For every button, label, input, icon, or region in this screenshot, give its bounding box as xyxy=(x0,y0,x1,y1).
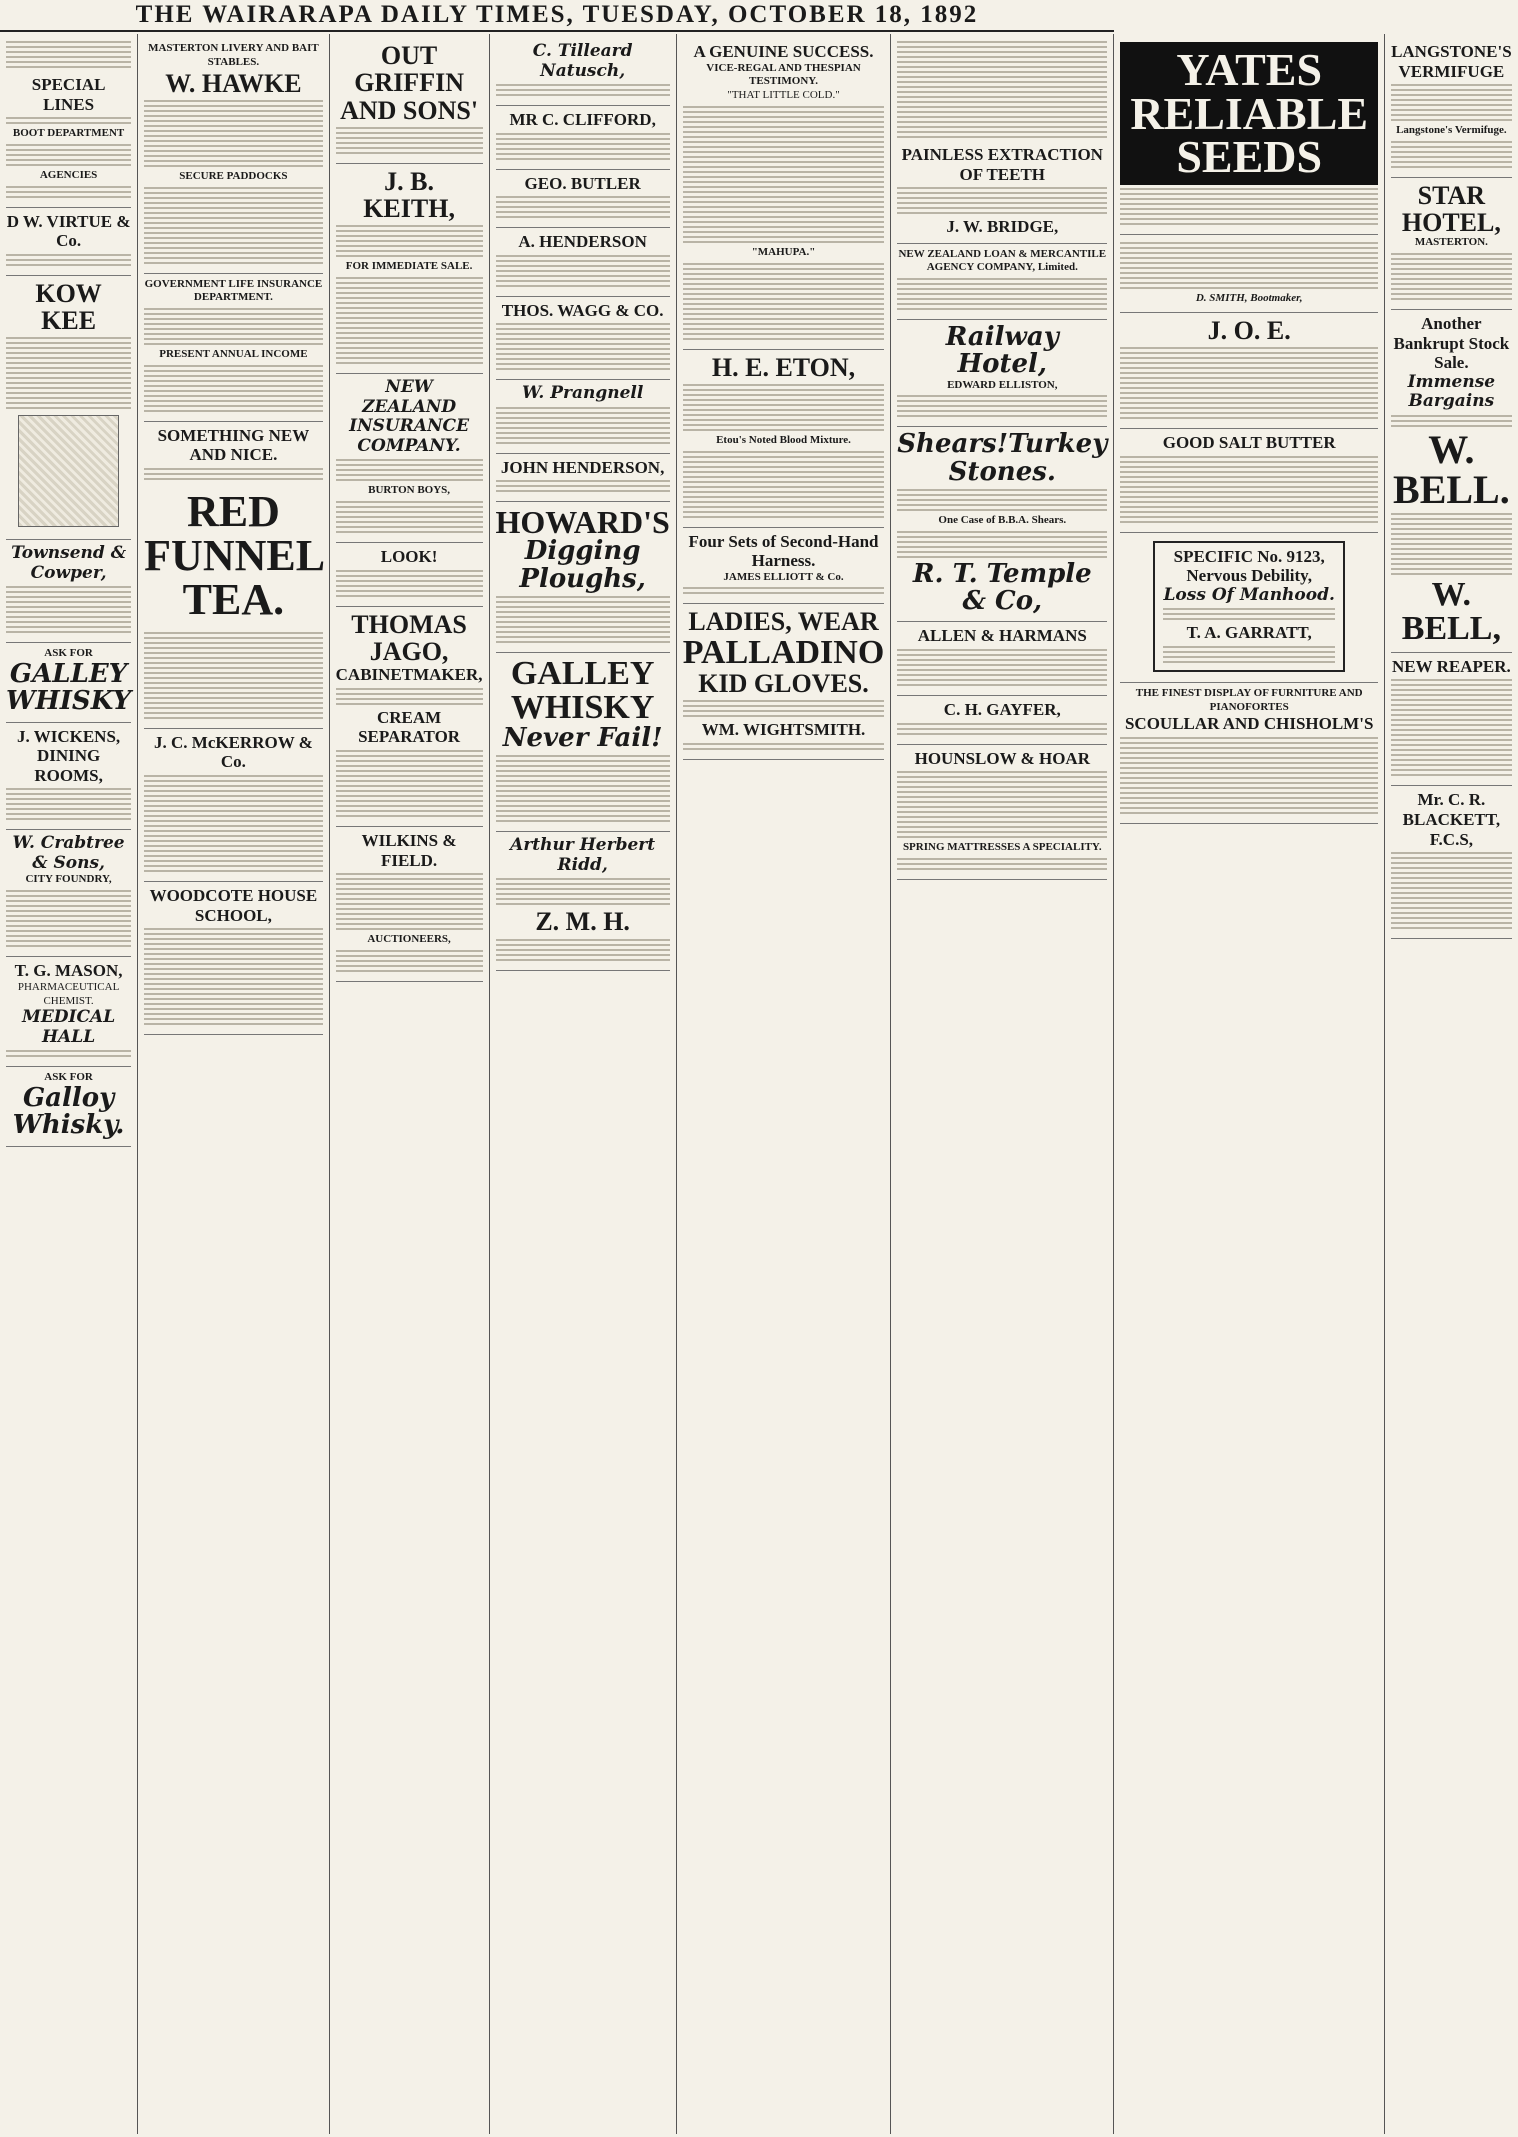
heading: PALLADINO xyxy=(682,633,885,671)
heading: SPRING MATTRESSES A SPECIALITY. xyxy=(902,841,1102,854)
heading: DINING ROOMS, xyxy=(34,746,103,785)
heading: LADIES, WEAR xyxy=(688,607,879,637)
heading: Z. M. H. xyxy=(535,907,630,937)
heading: W. HAWKE xyxy=(165,68,302,98)
heading: GALLEY WHISKY xyxy=(6,659,132,717)
heading: ASK FOR xyxy=(44,1071,93,1084)
heading: W. BELL. xyxy=(1393,426,1510,512)
heading: NEW REAPER. xyxy=(1392,656,1511,676)
heading: "THAT LITTLE COLD." xyxy=(727,89,840,102)
heading: SPECIFIC No. 9123, xyxy=(1173,546,1325,566)
ad-gayfer xyxy=(897,696,1107,745)
ad-bankrupt-stock xyxy=(1391,310,1512,653)
ad-natusch xyxy=(496,38,670,106)
ad-salt-butter xyxy=(1120,429,1378,533)
ad-jago xyxy=(336,607,483,827)
heading: Loss Of Manhood. xyxy=(1163,584,1335,605)
ad-virtue xyxy=(6,208,131,276)
ad-john-henderson xyxy=(496,454,670,503)
heading: KID GLOVES. xyxy=(698,668,869,698)
heading: NEW ZEALAND INSURANCE COMPANY. xyxy=(349,377,470,456)
yates-logo: YATES RELIABLE SEEDS xyxy=(1120,42,1378,185)
ad-scoullar xyxy=(1120,683,1378,824)
heading: THOMAS JAGO, xyxy=(351,609,467,667)
heading: OUT GRIFFIN AND SONS' xyxy=(340,41,479,125)
column-1 xyxy=(0,34,138,2134)
ad-railway-hotel xyxy=(897,320,1107,427)
heading: D W. VIRTUE & Co. xyxy=(6,211,131,251)
heading: NEW ZEALAND LOAN & MERCANTILE AGENCY COMPANY, Limited. xyxy=(898,247,1107,274)
heading: WILKINS & FIELD. xyxy=(361,830,457,870)
heading: Railway Hotel, xyxy=(945,322,1059,380)
heading: W. Prangnell xyxy=(521,383,644,404)
article-genuine-success xyxy=(683,38,885,350)
column-4 xyxy=(490,34,677,2134)
heading: One Case of B.B.A. Shears. xyxy=(938,514,1067,527)
heading: H. E. ETON, xyxy=(711,352,856,382)
heading: GOVERNMENT LIFE INSURANCE DEPARTMENT. xyxy=(144,277,323,304)
column-2 xyxy=(138,34,329,2134)
heading: R. T. Temple & Co, xyxy=(912,558,1092,617)
heading: JAMES ELLIOTT & Co. xyxy=(723,570,844,583)
ad-henderson xyxy=(496,228,670,297)
column-8 xyxy=(1385,34,1518,2134)
ad-townsend xyxy=(6,540,131,643)
heading: Arthur Herbert Ridd, xyxy=(510,835,656,875)
ad-painless-extraction xyxy=(897,141,1107,244)
heading: C. Tilleard Natusch, xyxy=(532,41,633,81)
heading: THE FINEST DISPLAY OF FURNITURE AND PIANOFORTES xyxy=(1135,686,1363,713)
ad-kow-kee xyxy=(6,276,131,541)
heading: D. SMITH, Bootmaker, xyxy=(1195,292,1303,305)
heading: T. A. GARRATT, xyxy=(1186,623,1312,643)
heading: ASK FOR xyxy=(44,647,93,660)
ad-government-life xyxy=(144,274,322,422)
heading: PAINLESS EXTRACTION OF TEETH xyxy=(901,145,1103,184)
ad-langstone xyxy=(1391,38,1512,178)
ad-keith xyxy=(336,164,483,374)
heading: J. W. BRIDGE, xyxy=(946,217,1059,237)
ad-look xyxy=(336,543,483,607)
heading: AUCTIONEERS, xyxy=(367,933,451,946)
newspaper-title: THE WAIRARAPA DAILY TIMES, TUESDAY, OCTOBER 18, 1892 xyxy=(135,1,979,28)
column-5 xyxy=(677,34,892,2134)
ad-shears xyxy=(897,427,1107,622)
heading: SECURE PADDOCKS xyxy=(179,169,288,182)
heading: Immense Bargains xyxy=(1407,371,1496,412)
heading: FOR IMMEDIATE SALE. xyxy=(345,260,473,273)
ad-mason xyxy=(6,957,131,1067)
ad-wilkins xyxy=(336,827,483,982)
heading: SOMETHING NEW AND NICE. xyxy=(157,425,310,465)
heading: Another Bankrupt Stock Sale. xyxy=(1393,314,1510,373)
column-6 xyxy=(891,34,1114,2134)
heading: HOWARD'S xyxy=(495,504,670,541)
heading: LANGSTONE'S VERMIFUGE xyxy=(1391,42,1512,81)
saddle-illustration xyxy=(18,415,119,527)
heading: MASTERTON. xyxy=(1414,236,1488,249)
heading: W. BELL, xyxy=(1401,575,1501,647)
heading: Digging Ploughs, xyxy=(519,536,646,594)
ad-joe xyxy=(1120,313,1378,429)
ad-clifford xyxy=(496,106,670,170)
heading: J. C. McKERROW & Co. xyxy=(154,732,313,772)
heading: EDWARD ELLISTON, xyxy=(947,378,1058,391)
ad-griffin xyxy=(336,38,483,164)
heading: Never Fail! xyxy=(502,722,663,753)
heading: STAR HOTEL, xyxy=(1401,180,1501,238)
heading: WM. WIGHTSMITH. xyxy=(701,720,866,740)
ad-howards xyxy=(496,502,670,653)
heading: WOODCOTE HOUSE SCHOOL, xyxy=(149,885,318,925)
ad-wickens xyxy=(6,723,131,831)
ad-specific xyxy=(1120,533,1378,683)
heading: Galloy Whisky. xyxy=(12,1083,125,1141)
ad-blackett xyxy=(1391,786,1512,939)
ad-hawke xyxy=(144,38,322,274)
heading: A. HENDERSON xyxy=(518,232,647,252)
ad-prangnell xyxy=(496,380,670,454)
ad-galley-whisky xyxy=(6,643,131,722)
heading: Mr. C. R. BLACKETT, F.C.S, xyxy=(1402,790,1501,849)
ad-palladino xyxy=(683,604,885,759)
heading: GEO. BUTLER xyxy=(524,173,641,193)
heading: GALLEY WHISKY xyxy=(510,654,655,726)
heading: KOW KEE xyxy=(35,278,102,335)
heading: BOOT DEPARTMENT xyxy=(12,127,125,140)
ad-star-hotel xyxy=(1391,178,1512,310)
ad-red-funnel-tea xyxy=(144,422,326,729)
heading: CREAM SEPARATOR xyxy=(358,707,461,747)
column-6-text xyxy=(897,41,1107,138)
heading: SPECIAL LINES xyxy=(31,75,106,114)
heading: JOHN HENDERSON, xyxy=(500,457,665,477)
ad-woodcote xyxy=(144,882,322,1035)
ad-new-reaper xyxy=(1391,653,1512,787)
heading: AGENCIES xyxy=(39,168,98,181)
ad-allen-harmans xyxy=(897,622,1107,696)
heading: MEDICAL HALL xyxy=(22,1007,116,1047)
ad-nz-loan xyxy=(897,244,1107,321)
heading: SCOULLAR AND CHISHOLM'S xyxy=(1124,714,1374,734)
heading: J. O. E. xyxy=(1207,315,1291,345)
heading: VICE-REGAL AND THESPIAN TESTIMONY. xyxy=(706,61,861,88)
heading: CABINETMAKER, xyxy=(335,665,483,685)
ad-galley-whisky-2 xyxy=(6,1067,131,1146)
heading: Four Sets of Second-Hand Harness. xyxy=(688,531,879,571)
ad-crabtree xyxy=(6,830,131,957)
heading: Langstone's Vermifuge. xyxy=(1396,124,1507,137)
heading: C. H. GAYFER, xyxy=(943,699,1061,719)
heading: RED FUNNEL TEA. xyxy=(144,486,326,624)
column-7 xyxy=(1114,34,1385,2134)
column-3 xyxy=(330,34,490,2134)
heading: J. B. KEITH, xyxy=(363,166,455,224)
heading: BURTON BOYS, xyxy=(368,484,451,497)
ad-butler xyxy=(496,170,670,229)
heading: MR C. CLIFFORD, xyxy=(509,110,656,130)
heading: Shears!Turkey Stones. xyxy=(897,429,1108,487)
heading: "MAHUPA." xyxy=(751,245,816,258)
ad-mckerrow xyxy=(144,729,322,882)
column-1-text xyxy=(6,41,131,68)
heading: W. Crabtree & Sons, xyxy=(12,833,125,873)
heading: A GENUINE SUCCESS. xyxy=(693,42,874,61)
heading: Nervous Debility, xyxy=(1186,566,1312,586)
heading: J. WICKENS, xyxy=(17,726,121,746)
ad-ridd xyxy=(496,832,670,970)
heading: GOOD SALT BUTTER xyxy=(1162,433,1336,453)
heading: THOS. WAGG & CO. xyxy=(501,300,664,320)
heading: PRESENT ANNUAL INCOME xyxy=(159,348,308,361)
ad-smith xyxy=(1120,235,1378,313)
page-columns xyxy=(0,34,1512,2134)
heading: Townsend & Cowper, xyxy=(11,543,127,583)
ad-eton xyxy=(683,350,885,528)
ad-hounslow-hoar xyxy=(897,745,1107,880)
heading: HOUNSLOW & HOAR xyxy=(914,748,1090,768)
heading: T. G. MASON, xyxy=(14,961,123,981)
heading: Etou's Noted Blood Mixture. xyxy=(716,433,851,446)
ad-wagg xyxy=(496,297,670,381)
heading: ALLEN & HARMANS xyxy=(917,626,1087,646)
heading: PHARMACEUTICAL CHEMIST. xyxy=(17,980,120,1007)
ad-special-lines xyxy=(6,71,131,208)
heading: LOOK! xyxy=(380,547,438,567)
masthead xyxy=(0,0,1114,32)
ad-nz-insurance xyxy=(336,374,483,543)
ad-yates-seeds xyxy=(1120,38,1378,235)
heading: MASTERTON LIVERY AND BAIT STABLES. xyxy=(148,42,319,68)
ad-harness xyxy=(683,528,885,605)
ad-galley-whisky-3 xyxy=(496,653,670,832)
heading: CITY FOUNDRY, xyxy=(25,873,112,886)
